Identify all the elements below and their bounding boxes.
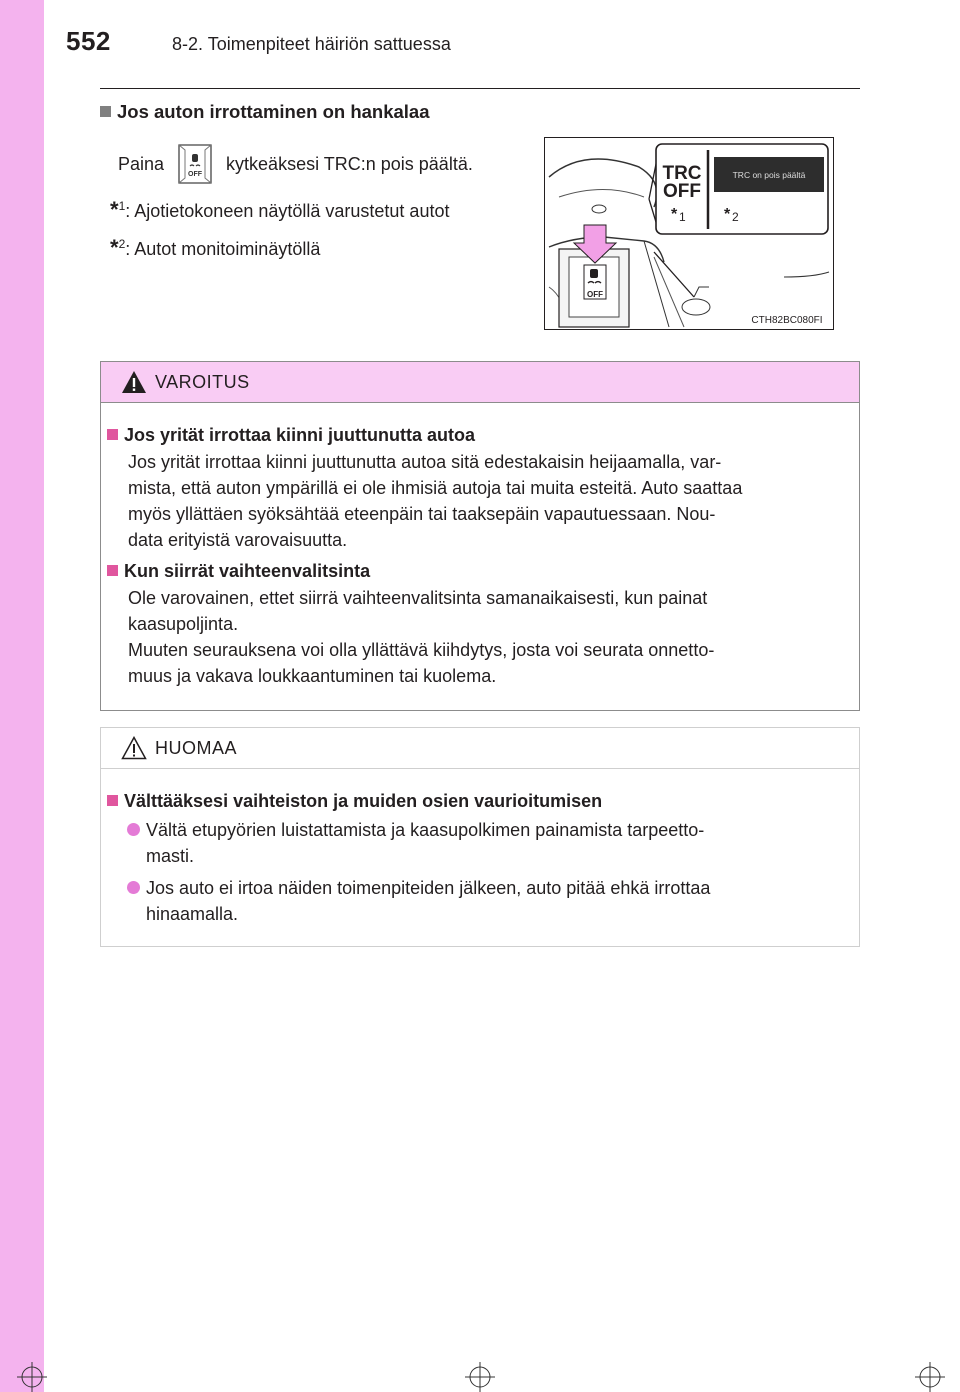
square-bullet-icon — [107, 565, 118, 576]
trc-off-switch-icon — [176, 144, 214, 184]
header-divider — [100, 88, 860, 89]
dashboard-illustration — [544, 137, 834, 330]
svg-text:OFF: OFF — [188, 171, 203, 178]
section-heading — [100, 101, 430, 123]
chapter-title: 8-2. Toimenpiteet häiriön sattuessa — [172, 34, 451, 54]
side-color-strip — [0, 0, 44, 1392]
off-text: OFF — [663, 181, 701, 202]
label-2: 2 — [732, 210, 739, 224]
press-after-text: kytkeäksesi TRC:n pois päältä. — [226, 153, 473, 174]
svg-text:*: * — [671, 206, 678, 223]
button-off-text: OFF — [587, 290, 603, 299]
section-heading-text: Jos auton irrottaminen on hankalaa — [117, 101, 430, 122]
warning-subheading-1: Jos yrität irrottaa kiinni juuttunutta autoa — [107, 425, 475, 446]
notice-header — [101, 728, 859, 769]
asterisk-mark: * — [110, 197, 119, 222]
display-text: TRC on pois päältä — [732, 170, 806, 180]
warning-title: VAROITUS — [155, 371, 250, 392]
round-bullet-icon — [127, 823, 140, 836]
square-bullet-icon — [107, 429, 118, 440]
crop-mark-icon — [915, 1362, 945, 1392]
illustration-code: CTH82BC080FI — [751, 315, 823, 326]
crop-mark-icon — [465, 1362, 495, 1392]
warning-box — [100, 361, 860, 711]
notice-box — [100, 727, 860, 947]
footnote-1: *$^1$: Ajotietokoneen näytöllä varustetut autot — [110, 197, 450, 222]
notice-bullet-2: Jos auto ei irtoa näiden toimenpiteiden jälkeen, auto pitää ehkä irrottaa hinaamalla. — [146, 875, 851, 927]
page-number: 552 — [66, 26, 111, 56]
press-before-text: Paina — [118, 153, 165, 174]
warning-triangle-icon — [121, 370, 147, 394]
footnote-2: *$^2$: Autot monitoiminäytöllä — [110, 235, 321, 260]
crop-mark-icon — [17, 1362, 47, 1392]
label-1: 1 — [679, 210, 686, 224]
notice-title: HUOMAA — [155, 737, 238, 758]
svg-text:*: * — [724, 206, 731, 223]
warning-header — [101, 362, 859, 403]
warning-paragraph-2: Ole varovainen, ettet siirrä vaihteenvalitsinta samanaikaisesti, kun painat kaasupoljinta. Muuten seurauksena voi olla yllättävä kiihdytys, josta voi seurata onnetto- muus ja vakava loukkaantuminen tai kuolema. — [128, 588, 715, 686]
warning-subheading-2: Kun siirrät vaihteenvalitsinta — [107, 561, 370, 582]
caution-triangle-icon — [121, 736, 147, 760]
square-bullet-icon — [107, 795, 118, 806]
square-bullet-icon — [100, 106, 111, 117]
notice-bullet-1: Vältä etupyörien luistattamista ja kaasupolkimen painamista tarpeetto- masti. — [146, 817, 851, 869]
trc-text: TRC — [662, 163, 702, 184]
round-bullet-icon — [127, 881, 140, 894]
asterisk-mark: * — [110, 235, 119, 260]
warning-paragraph-1: Jos yrität irrottaa kiinni juuttunutta autoa sitä edestakaisin heijaamalla, var- mista, että auton ympärillä ei ole ihmisiä autoja tai muita esteitä. Auto saattaa myös yllättäen syöksähtää eteenpäin tai taaksepäin vapautuessaan. Nou- data erityistä varovaisuutta. — [128, 452, 743, 550]
press-instruction — [118, 144, 473, 184]
notice-subheading: Välttääksesi vaihteiston ja muiden osien vaurioitumisen — [107, 791, 602, 812]
